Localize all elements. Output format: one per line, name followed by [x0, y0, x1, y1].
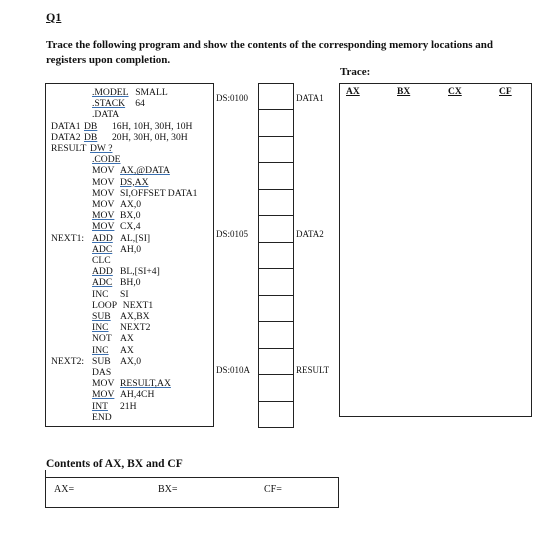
code-label: DATA2 — [51, 131, 81, 143]
code-args: DS,AX — [120, 176, 149, 188]
code-label: DATA1 — [51, 120, 81, 132]
cf-answer-field[interactable]: CF= — [264, 484, 282, 495]
code-args: CX,4 — [120, 221, 141, 233]
memory-cells-column — [258, 83, 294, 427]
code-label: RESULT — [51, 143, 87, 154]
code-op: MOV — [92, 187, 115, 199]
code-op: INC — [92, 344, 109, 356]
ax-answer-field[interactable]: AX= — [54, 484, 75, 495]
code-args: BL,[SI+4] — [120, 266, 160, 278]
code-args: RESULT,AX — [120, 378, 171, 390]
code-op: INC — [92, 322, 109, 334]
code-args: AX,0 — [120, 355, 142, 367]
memory-label-result: RESULT — [296, 365, 330, 375]
address-label-0100: DS:0100 — [216, 93, 249, 103]
code-args: AL,[SI] — [120, 232, 151, 244]
code-op: .STACK — [92, 98, 126, 110]
contents-answer-box[interactable] — [45, 477, 339, 508]
code-op: .CODE — [92, 154, 121, 166]
code-args: 20H, 30H, 0H, 30H — [112, 131, 188, 143]
bx-answer-field[interactable]: BX= — [158, 484, 178, 495]
memory-cell[interactable] — [258, 321, 294, 348]
code-op: MOV — [92, 378, 115, 390]
code-label: NEXT2: — [51, 355, 85, 367]
code-op: END — [92, 411, 112, 423]
trace-header-cf: CF — [499, 87, 512, 97]
code-args: 21H — [120, 400, 137, 412]
code-op: MOV — [92, 210, 115, 222]
memory-cell[interactable] — [258, 215, 294, 242]
code-op: CLC — [92, 255, 111, 266]
code-args: SI — [120, 288, 129, 300]
code-op: LOOP — [92, 299, 118, 311]
address-label-0105: DS:0105 — [216, 229, 249, 239]
code-op: MOV — [92, 199, 115, 210]
contents-label: Contents of AX, BX and CF — [46, 458, 183, 470]
code-args: 16H, 10H, 30H, 10H — [112, 120, 193, 132]
code-op: MOV — [92, 389, 115, 401]
code-op: DB — [84, 131, 98, 143]
trace-table[interactable] — [339, 83, 532, 417]
code-op: .MODEL — [92, 87, 129, 98]
trace-header-cx: CX — [448, 87, 462, 97]
code-args: SI,OFFSET DATA1 — [120, 187, 198, 199]
code-op: DAS — [92, 367, 112, 378]
memory-label-data2: DATA2 — [296, 229, 324, 239]
memory-cell[interactable] — [258, 401, 294, 428]
code-listing-box — [45, 83, 214, 427]
code-op: DW ? — [90, 143, 113, 154]
code-args: AX — [120, 344, 134, 356]
memory-cell[interactable] — [258, 83, 294, 110]
code-args: AX,0 — [120, 199, 142, 210]
address-label-010a: DS:010A — [216, 365, 251, 375]
code-args: NEXT1 — [122, 299, 154, 311]
code-op: ADC — [92, 243, 113, 255]
trace-label: Trace: — [340, 66, 371, 78]
code-args: BX,0 — [120, 210, 141, 222]
code-op: ADC — [92, 277, 113, 289]
code-args: AX — [120, 333, 134, 345]
memory-cell[interactable] — [258, 374, 294, 401]
memory-cell[interactable] — [258, 109, 294, 136]
memory-label-data1: DATA1 — [296, 93, 324, 103]
code-args: 64 — [135, 98, 145, 110]
code-args: AH,4CH — [120, 389, 155, 401]
code-args: AX,@DATA — [120, 165, 170, 177]
memory-cell[interactable] — [258, 136, 294, 163]
code-args: NEXT2 — [120, 322, 151, 334]
code-op: MOV — [92, 221, 115, 233]
memory-cell[interactable] — [258, 189, 294, 216]
memory-cell[interactable] — [258, 162, 294, 189]
memory-cell[interactable] — [258, 348, 294, 375]
code-op: ADD — [92, 266, 113, 278]
question-number: Q1 — [46, 10, 62, 24]
code-args: AX,BX — [120, 311, 150, 322]
code-op: DB — [84, 120, 98, 132]
code-args: SMALL — [135, 87, 168, 98]
code-label: NEXT1: — [51, 232, 85, 244]
code-op: INC — [92, 288, 109, 300]
code-op: ADD — [92, 232, 113, 244]
code-op: INT — [92, 400, 108, 412]
memory-cell[interactable] — [258, 268, 294, 295]
code-op: MOV — [92, 165, 115, 177]
trace-header-bx: BX — [397, 87, 411, 97]
code-op: SUB — [92, 355, 111, 367]
code-op: MOV — [92, 176, 115, 188]
memory-cell[interactable] — [258, 295, 294, 322]
trace-header-ax: AX — [346, 87, 360, 97]
code-op: .DATA — [92, 109, 120, 121]
code-args: AH,0 — [120, 243, 142, 255]
memory-cell[interactable] — [258, 242, 294, 269]
code-op: NOT — [92, 333, 112, 345]
code-args: BH,0 — [120, 277, 141, 289]
instructions-text: Trace the following program and show the contents of the corresponding memory locations and registers upon completion. — [46, 39, 494, 66]
code-op: SUB — [92, 311, 111, 322]
